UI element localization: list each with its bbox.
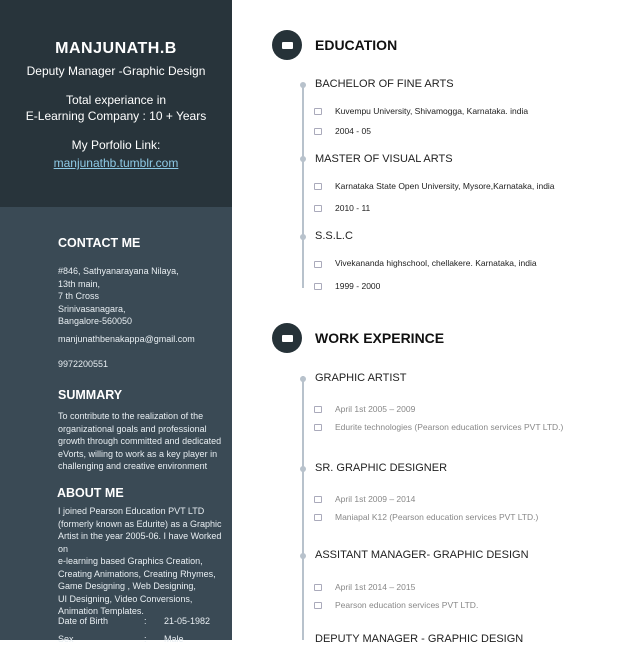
job-role: DEPUTY MANAGER - GRAPHIC DESIGN xyxy=(315,633,524,645)
school-icon xyxy=(314,261,322,268)
school-icon xyxy=(314,108,322,115)
job-dates: April 1st 2014 – 2015 xyxy=(335,582,416,592)
summary-line: growth through committed and dedicated xyxy=(58,436,222,446)
school-icon xyxy=(314,183,322,190)
about-heading: ABOUT ME xyxy=(57,486,124,500)
calendar-icon xyxy=(314,406,322,413)
sidebar xyxy=(0,0,232,644)
experience-value: E-Learning Company : 10 + Years xyxy=(25,109,207,123)
job-role: SR. GRAPHIC DESIGNER xyxy=(315,462,448,474)
timeline-dot xyxy=(300,156,306,162)
calendar-icon xyxy=(314,128,322,135)
dob-row xyxy=(58,616,228,626)
about-line: Artist in the year 2005-06. I have Worked on xyxy=(58,531,222,554)
company: Edurite technologies (Pearson education services PVT LTD.) xyxy=(335,422,564,432)
experience-label: Total experiance in xyxy=(65,93,167,107)
about-line: Game Designing , Web Designing, xyxy=(58,581,196,591)
address-line: #846, Sathyanarayana Nilaya, xyxy=(58,266,179,276)
building-icon xyxy=(314,424,322,431)
profile-header xyxy=(0,0,232,207)
summary-line: To contribute to the realization of the xyxy=(58,411,204,421)
job-dates: April 1st 2005 – 2009 xyxy=(335,404,416,414)
sex-value: Male xyxy=(164,634,184,644)
contact-heading: CONTACT ME xyxy=(58,236,141,250)
summary-line: eVorts, willing to work as a key player in xyxy=(58,448,218,459)
sex-label: Sex xyxy=(58,634,74,644)
job-role: ASSITANT MANAGER- GRAPHIC DESIGN xyxy=(315,549,529,561)
company: Maniapal K12 (Pearson education services PVT LTD.) xyxy=(335,512,539,522)
years: 2004 - 05 xyxy=(335,126,371,136)
about-text xyxy=(58,505,228,618)
calendar-icon xyxy=(314,496,322,503)
about-line: e-learning based Graphics Creation, xyxy=(58,556,203,566)
years: 1999 - 2000 xyxy=(335,281,381,291)
about-line: Animation Templates. xyxy=(58,606,144,616)
portfolio-label: My Porfolio Link: xyxy=(71,138,161,152)
timeline-dot xyxy=(300,82,306,88)
main-content xyxy=(232,0,640,645)
summary-heading: SUMMARY xyxy=(58,388,123,402)
years: 2010 - 11 xyxy=(335,203,371,213)
contact-phone: 9972200551 xyxy=(58,359,109,369)
address-line: Bangalore-560050 xyxy=(58,316,133,326)
job-title: Deputy Manager -Graphic Design xyxy=(26,64,206,78)
education-heading: EDUCATION xyxy=(315,37,398,53)
timeline-dot xyxy=(300,553,306,559)
address-line: 7 th Cross xyxy=(58,291,100,301)
job-dates: April 1st 2009 – 2014 xyxy=(335,494,416,504)
school: Vivekananda highschool, chellakere. Karnataka, india xyxy=(335,258,537,268)
address-line: 13th main, xyxy=(58,278,101,289)
summary-line: organizational goals and professional xyxy=(58,423,207,434)
name: MANJUNATH.B xyxy=(55,40,177,57)
timeline-dot xyxy=(300,466,306,472)
dob-label: Date of Birth xyxy=(58,616,109,626)
contact-address xyxy=(58,265,228,328)
separator: : xyxy=(144,616,147,626)
calendar-icon xyxy=(314,205,322,212)
building-icon xyxy=(314,602,322,609)
timeline-dot xyxy=(300,376,306,382)
job-role: GRAPHIC ARTIST xyxy=(315,372,407,384)
building-icon xyxy=(314,514,322,521)
about-line: UI Designing, Video Conversions, xyxy=(58,593,193,604)
company: Pearson education services PVT LTD. xyxy=(335,600,479,610)
portfolio-link[interactable]: manjunathb.tumblr.com xyxy=(53,156,179,170)
degree: BACHELOR OF FINE ARTS xyxy=(315,78,454,90)
calendar-icon xyxy=(314,283,322,290)
graduation-cap-icon xyxy=(272,30,302,60)
calendar-icon xyxy=(314,584,322,591)
degree: MASTER OF VISUAL ARTS xyxy=(315,153,453,165)
separator: : xyxy=(144,634,147,644)
timeline-line xyxy=(302,84,304,288)
address-line: Srinivasanagara, xyxy=(58,303,126,314)
sex-row xyxy=(58,634,228,644)
dob-value: 21-05-1982 xyxy=(164,616,211,626)
about-line: (formerly known as Edurite) as a Graphic xyxy=(58,518,222,529)
about-line: I joined Pearson Education PVT LTD xyxy=(58,506,205,516)
contact-email: manjunathbenakappa@gmail.com xyxy=(58,334,195,344)
degree: S.S.L.C xyxy=(315,230,353,242)
summary-line: challenging and creative environment xyxy=(58,461,208,471)
work-heading: WORK EXPERINCE xyxy=(315,330,445,346)
about-line: Creating Animations, Creating Rhymes, xyxy=(58,568,216,579)
timeline-line xyxy=(302,376,304,640)
timeline-dot xyxy=(300,234,306,240)
summary-text xyxy=(58,410,228,473)
school: Kuvempu University, Shivamogga, Karnataka. india xyxy=(335,106,529,116)
briefcase-icon xyxy=(272,323,302,353)
school: Karnataka State Open University, Mysore,Karnataka, india xyxy=(335,181,555,191)
